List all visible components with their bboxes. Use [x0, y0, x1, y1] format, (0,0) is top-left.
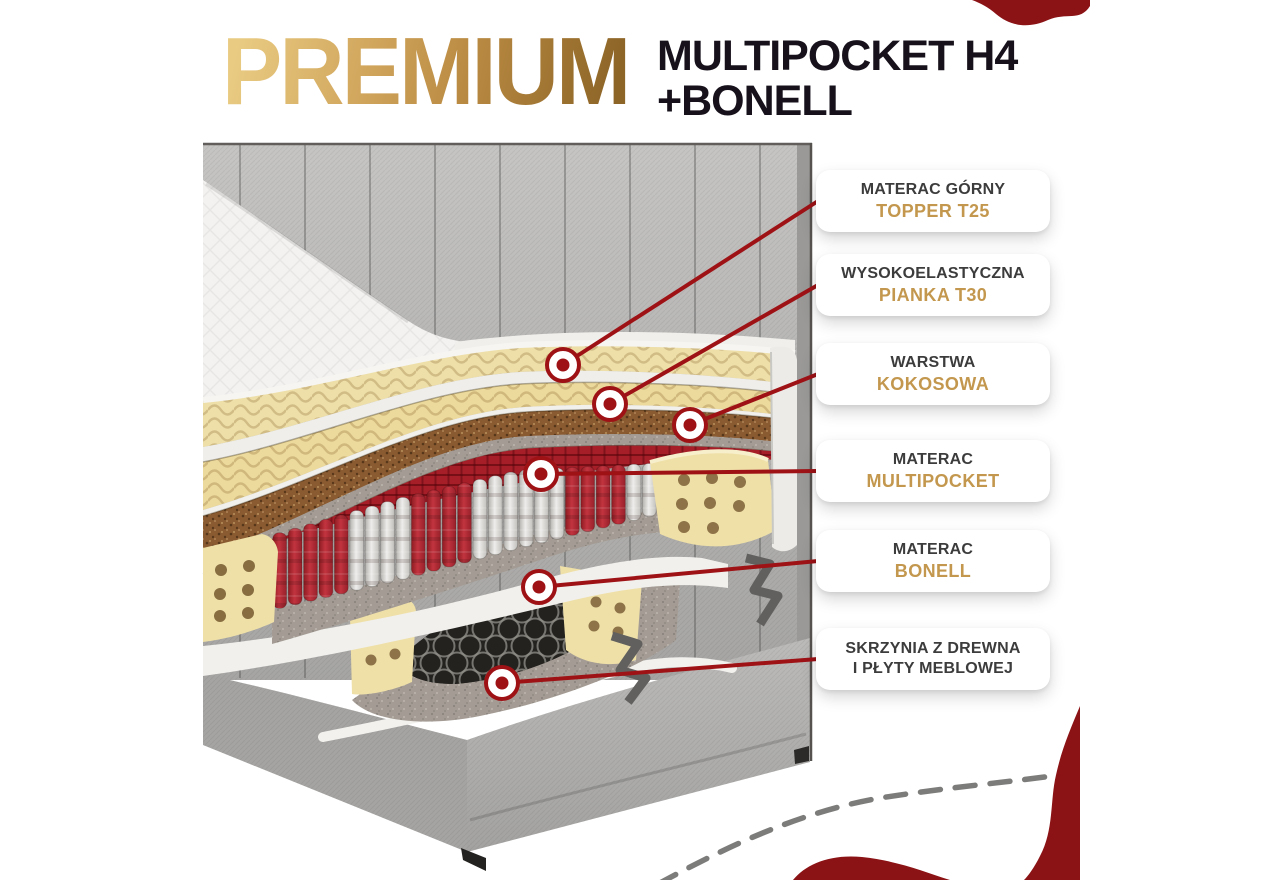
product-title-line1: MULTIPOCKET H4: [657, 32, 1018, 80]
callout-line2: MULTIPOCKET: [866, 470, 1000, 491]
multipocket-foam-right-wall: [650, 451, 776, 546]
brand-title: PREMIUM: [222, 18, 629, 125]
decor-blob-bottom-wave: [793, 856, 950, 880]
callout-box-skrzynia: [816, 628, 1050, 690]
callout-line2: I PŁYTY MEBLOWEJ: [852, 660, 1014, 677]
decor-blob-top-right: [972, 0, 1090, 25]
mattress-corner-fabric: [770, 347, 797, 552]
callout-line2: BONELL: [894, 560, 972, 581]
callout-line1: MATERAC: [892, 450, 974, 468]
callout-line2: KOKOSOWA: [876, 373, 990, 394]
bed-foot-left: [461, 848, 486, 871]
product-title-line2: +BONELL: [657, 77, 852, 125]
callout-box-multipocket: [816, 440, 1050, 502]
decor-blob-bottom-right: [1024, 706, 1080, 880]
callout-box-bonell: [816, 530, 1050, 592]
callout-line1: WARSTWA: [890, 353, 976, 371]
callout-line1: WYSOKOELASTYCZNA: [841, 264, 1025, 282]
callout-line2: TOPPER T25: [876, 200, 990, 221]
callout-line1: SKRZYNIA Z DREWNA: [845, 640, 1021, 657]
callout-line1: MATERAC: [892, 540, 974, 558]
callout-box-pianka: [816, 254, 1050, 316]
callout-line1: MATERAC GÓRNY: [860, 180, 1006, 198]
callout-line2: PIANKA T30: [878, 284, 988, 305]
callout-box-topper: [816, 170, 1050, 232]
callout-box-kokos: [816, 343, 1050, 405]
